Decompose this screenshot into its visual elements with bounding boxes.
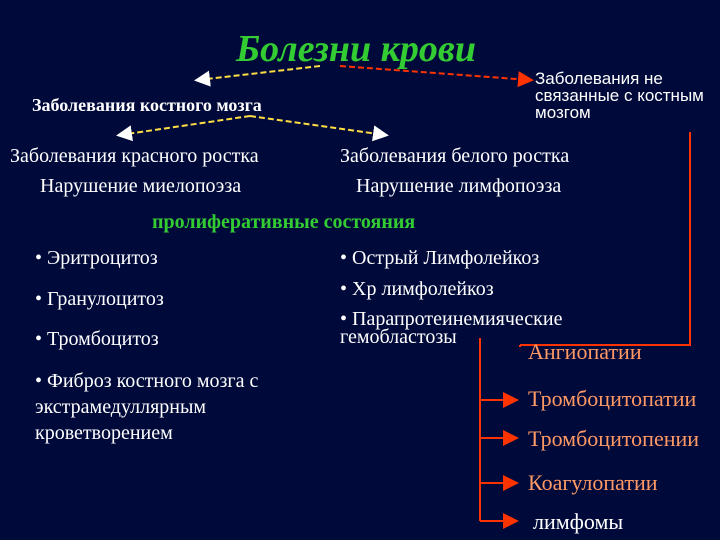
right-list-item: • Острый Лимфолейкоз [340, 247, 540, 269]
left-list-item: • Гранулоцитоз [35, 288, 164, 310]
arrow-to-red-branch [120, 116, 250, 135]
proliferative-heading: пролиферативные состояния [152, 211, 416, 233]
left-list-item: • Фиброз костного мозга с экстрамедуллярным кроветворением [35, 370, 259, 444]
red-branch-line1: Заболевания красного ростка [10, 145, 259, 167]
arrow-to-white-branch [250, 116, 385, 135]
red-branch-line2: Нарушение миелопоэза [40, 175, 242, 197]
non-marrow-item-thrombocytopathy: Тромбоцитопатии [528, 386, 697, 411]
diagram-title: Болезни крови [236, 28, 476, 70]
white-branch-line1: Заболевания белого ростка [340, 145, 570, 167]
white-branch-line2: Нарушение лимфопоэза [356, 175, 562, 197]
non-marrow-item-thrombocytopenia: Тромбоцитопении [528, 426, 700, 451]
non-bone-marrow-label: Заболевания не связанные с костным мозгом [535, 69, 704, 122]
non-marrow-item-angiopathy: Ангиопатии [528, 339, 642, 364]
left-list-item: • Эритроцитоз [35, 247, 158, 269]
right-list-item: • Парапротеинемияческие гемобластозы [340, 308, 563, 348]
left-list-item: • Тромбоцитоз [35, 328, 159, 350]
non-marrow-item-lymphoma: лимфомы [533, 509, 624, 534]
bone-marrow-label: Заболевания костного мозга [32, 95, 262, 115]
non-marrow-item-coagulopathy: Коагулопатии [528, 470, 658, 495]
right-list-item: • Хр лимфолейкоз [340, 278, 494, 300]
